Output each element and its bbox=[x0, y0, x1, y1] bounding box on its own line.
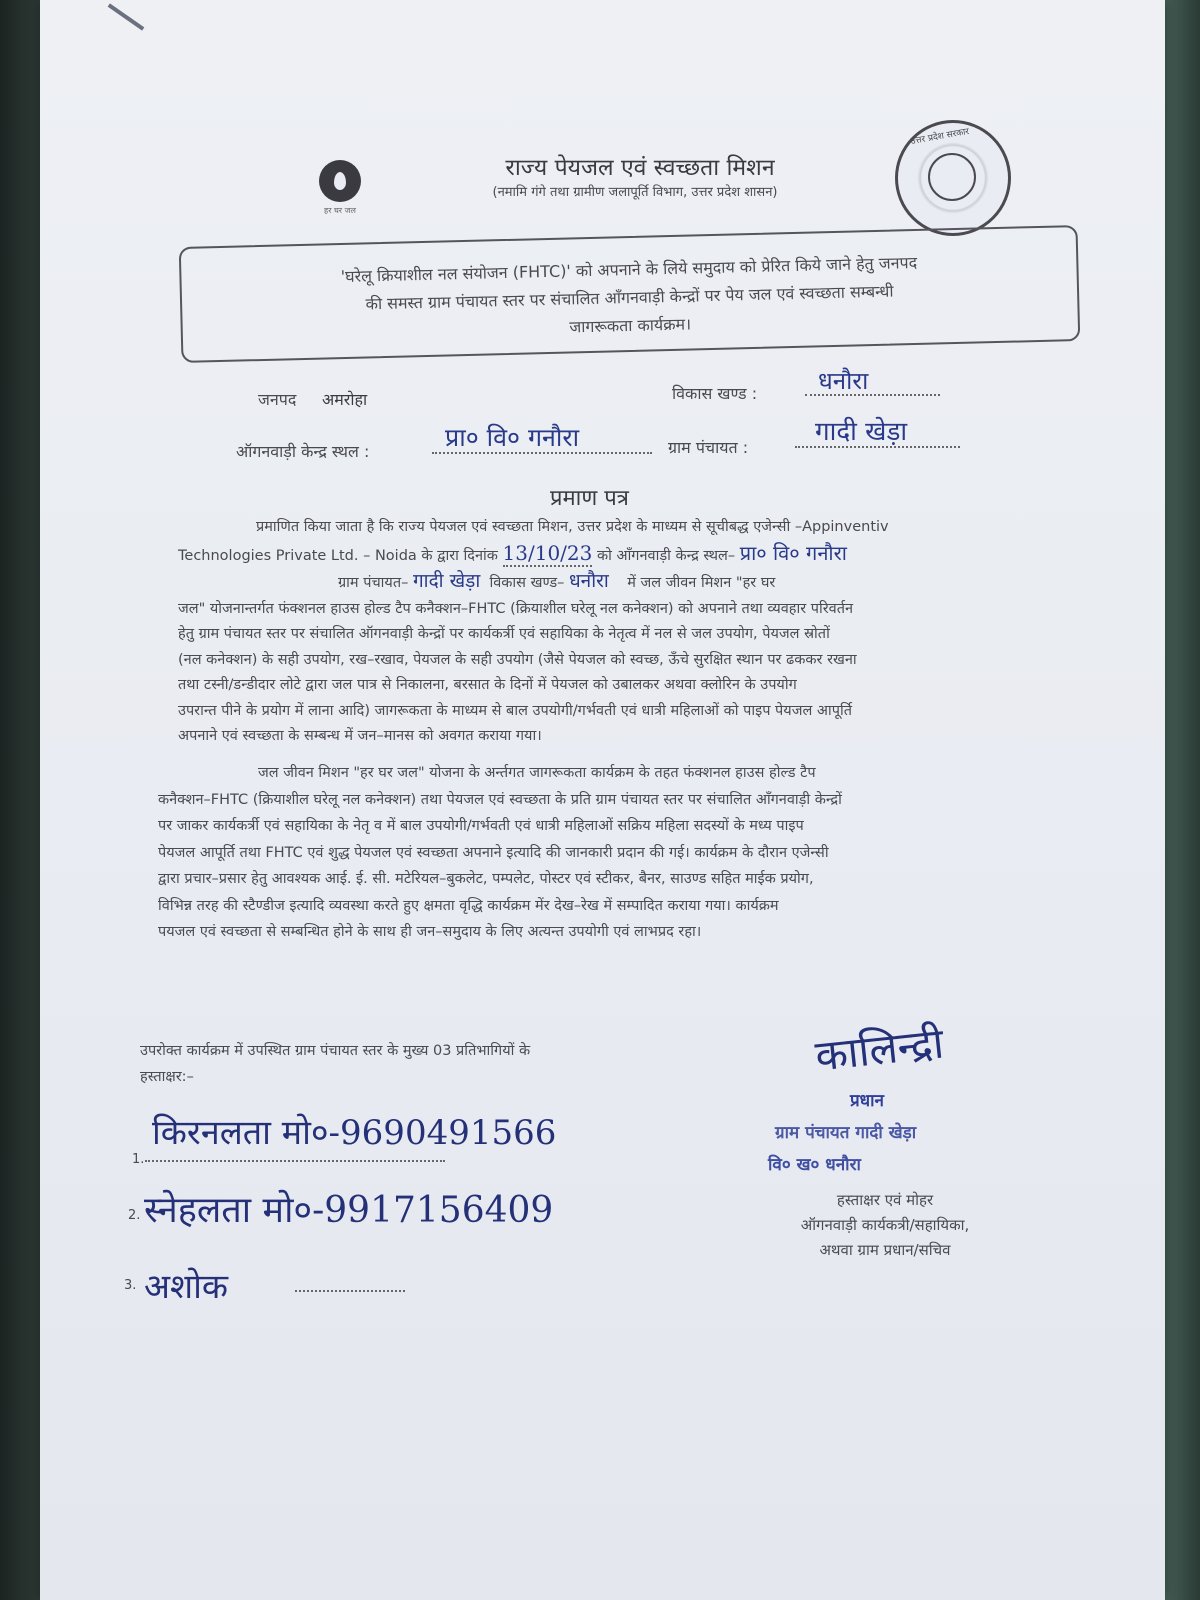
mission-subtitle: (नमामि गंगे तथा ग्रामीण जलापूर्ति विभाग, उत्तर प्रदेश शासन) bbox=[492, 185, 778, 200]
program-title-box bbox=[179, 225, 1081, 363]
stamp-line-1: प्रधान bbox=[850, 1091, 884, 1111]
up-government-seal bbox=[895, 120, 1011, 236]
logo-caption: हर घर जल bbox=[324, 206, 356, 215]
mission-title: राज्य पेयजल एवं स्वच्छता मिशन bbox=[505, 155, 775, 181]
participants-intro-line-1: उपरोक्त कार्यक्रम में उपस्थित ग्राम पंचायत स्तर के मुख्य 03 प्रतिभागियों के bbox=[140, 1043, 531, 1059]
signatory-caption bbox=[745, 1188, 1025, 1263]
participant-1-number: 1. bbox=[132, 1152, 145, 1167]
p1-line-7: तथा टस्नी/डन्डीदार लोटे द्वारा जल पात्र से निकालना, बरसात के दिनों में पेयजल को उबालकर अथवा क्लोरिन के उपयोग bbox=[178, 677, 797, 693]
participant-1-signature: किरनलता मो०-9690491566 bbox=[152, 1113, 557, 1153]
participant-2-signature: स्नेहलता मो०-9917156409 bbox=[144, 1190, 554, 1231]
anganwadi-value: प्रा० वि० गनौरा bbox=[445, 423, 580, 452]
certificate-paragraph-2 bbox=[158, 760, 1118, 946]
p1-line-1: प्रमाणित किया जाता है कि राज्य पेयजल एवं स्वच्छता मिशन, उत्तर प्रदेश के माध्यम से सूचीबद्ध एजेन्सी –Appinventiv bbox=[256, 519, 889, 535]
program-line-2: की समस्त ग्राम पंचायत स्तर पर संचालित आँगनवाड़ी केन्द्रों पर पेय जल एवं स्वच्छता सम्बन्धी bbox=[365, 281, 894, 314]
p1-line-4: जल" योजनान्तर्गत फंक्शनल हाउस होल्ड टैप कनैक्शन–FHTC (क्रियाशील घरेलू नल कनेक्शन) को अपनाने तथा व्यवहार परिवर्तन bbox=[178, 600, 854, 617]
gram-panchayat-dots bbox=[795, 446, 960, 448]
seal-emblem-icon bbox=[928, 153, 976, 201]
p2-line-6: विभिन्न तरह की स्टैण्डीज इत्यादि व्यवस्था करते हुए क्षमता वृद्धि कार्यक्रम मेंर देख–रेख में सम्पादित कराया गया। कार्यक्रम bbox=[158, 897, 779, 914]
p1-line-3-text-b: विकास खण्ड– bbox=[489, 575, 565, 591]
program-line-1: 'घरेलू क्रियाशील नल संयोजन (FHTC)' को अपनाने के लिये समुदाय को प्रेरित किये जाने हेतु जनपद bbox=[340, 252, 918, 287]
janpad-label: जनपद bbox=[258, 390, 297, 409]
p1-line-3 bbox=[178, 569, 1118, 597]
anganwadi-label: ऑगनवाड़ी केन्द्र स्थल : bbox=[236, 442, 370, 461]
program-line-3: जागरूकता कार्यक्रम। bbox=[569, 314, 692, 337]
signatory-caption-line-1: हस्ताक्षर एवं मोहर bbox=[836, 1191, 934, 1209]
certificate-paragraph-1 bbox=[178, 515, 1118, 750]
vikas-khand-value: धनौरा bbox=[818, 367, 869, 395]
p2-line-5: द्वारा प्रचार–प्रसार हेतु आवश्यक आई. ई. सी. मटेरियल–बुकलेट, पम्पलेट, पोस्टर एवं स्टीकर, बैनर, साउण्ड सहित माईक प्रयोग, bbox=[158, 871, 814, 887]
pradhan-signature: कालिन्द्री bbox=[812, 1018, 946, 1081]
p2-line-7: पयजल एवं स्वच्छता से सम्बन्धित होने के साथ ही जन–समुदाय के लिए अत्यन्त उपयोगी एवं लाभप्रद रहा। bbox=[158, 924, 702, 940]
stamp-line-2: ग्राम पंचायत गादी खेड़ा bbox=[775, 1123, 917, 1143]
p2-line-4: पेयजल आपूर्ति तथा FHTC एवं शुद्ध पेयजल एवं स्वच्छता अपनाने इत्यादि की जानकारी प्रदान की गई। कार्यक्रम के दौरान एजेन्सी bbox=[158, 844, 829, 861]
signatory-caption-line-3: अथवा ग्राम प्रधान/सचिव bbox=[819, 1241, 951, 1259]
vikas-khand-dots bbox=[805, 394, 940, 396]
participant-3-dots bbox=[295, 1290, 405, 1292]
participant-2-number: 2. bbox=[128, 1208, 141, 1223]
p1-line-2-text-b: को आँगनवाड़ी केन्द्र स्थल– bbox=[596, 547, 736, 564]
p2-line-2: कनैक्शन–FHTC (क्रियाशील घरेलू नल कनेक्शन) तथा पेयजल एवं स्वच्छता के प्रति ग्राम पंचायत स्तर पर संचालित आँगनवाड़ी केन्द्रों bbox=[158, 791, 842, 808]
gram-panchayat-label: ग्राम पंचायत : bbox=[668, 438, 749, 457]
water-drop-icon bbox=[319, 160, 361, 202]
p1-line-6: (नल कनेक्शन) के सही उपयोग, रख–रखाव, पेयजल के सही उपयोग (जैसे पेयजल को स्वच्छ, ऊँचे सुरक्षित स्थान पर ढककर रखना bbox=[178, 651, 857, 668]
p1-line-5: हेतु ग्राम पंचायत स्तर पर संचालित ऑगनवाड़ी केन्द्रों पर कार्यकर्त्री एवं सहायिका के नेतृत्व में नल से जल उपयोग, पेयजल स्रोतों bbox=[178, 626, 830, 642]
p1-line-8: उपरान्त पीने के प्रयोग में लाना आदि) जागरूकता के माध्यम से बाल उपयोगी/गर्भवती एवं धात्री महिलाओं को पाइप पेयजल आपूर्ति bbox=[178, 702, 852, 719]
pen-mark bbox=[108, 3, 145, 30]
gram-panchayat-value: गादी खेड़ा bbox=[815, 417, 908, 447]
participants-intro-line-2: हस्ताक्षर:– bbox=[140, 1069, 194, 1085]
p2-line-3: पर जाकर कार्यकर्त्री एवं सहायिका के नेतृ व में बाल उपयोगी/गर्भवती एवं धात्री महिलाओं सक्रिय महिला सदस्यों के मध्य पाइप bbox=[158, 818, 804, 834]
event-date: 13/10/23 bbox=[502, 540, 593, 565]
certificate-title: प्रमाण पत्र bbox=[550, 486, 629, 511]
seal-text: उत्तर प्रदेश सरकार bbox=[909, 126, 970, 148]
har-ghar-jal-logo bbox=[275, 160, 405, 215]
p1-line-2-text-a: Technologies Private Ltd. – Noida के द्वारा दिनांक bbox=[178, 547, 498, 564]
participant-3-number: 3. bbox=[124, 1278, 137, 1293]
vikas-khand-label: विकास खण्ड : bbox=[672, 384, 758, 403]
anganwadi-dots bbox=[432, 452, 652, 454]
p1-line-9: अपनाने एवं स्वच्छता के सम्बन्ध में जन–मानस को अवगत कराया गया। bbox=[178, 728, 542, 744]
p1-line-2 bbox=[178, 541, 1118, 570]
p2-line-1: जल जीवन मिशन "हर घर जल" योजना के अर्न्तगत जागरूकता कार्यक्रम के तहत फंक्शनल हाउस होल्ड टैप bbox=[258, 765, 816, 781]
participant-3-signature: अशोक bbox=[144, 1267, 229, 1307]
p1-line-3-text-c: में जल जीवन मिशन "हर घर bbox=[627, 575, 776, 591]
janpad-value: अमरोहा bbox=[322, 390, 368, 409]
signatory-caption-line-2: ऑगनवाड़ी कार्यकत्री/सहायिका, bbox=[800, 1216, 970, 1234]
event-gram-panchayat: गादी खेड़ा bbox=[412, 570, 481, 592]
participants-intro bbox=[140, 1038, 700, 1090]
p1-line-3-text-a: ग्राम पंचायत– bbox=[338, 575, 409, 591]
participant-1-dots bbox=[145, 1160, 445, 1162]
event-site: प्रा० वि० गनौरा bbox=[739, 540, 847, 565]
stamp-line-3: वि० ख० धनौरा bbox=[768, 1155, 861, 1175]
certificate-paper bbox=[40, 0, 1165, 1600]
event-vikas-khand: धनौरा bbox=[568, 570, 609, 592]
